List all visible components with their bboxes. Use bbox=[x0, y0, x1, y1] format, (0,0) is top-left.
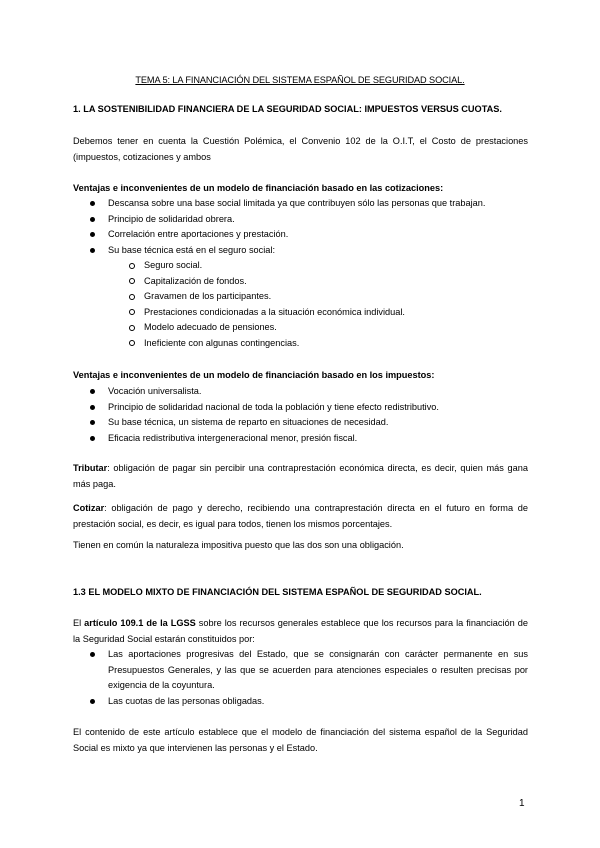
tributar-definition: Tributar: obligación de pagar sin percibir una contraprestación económica directa, es decir, quien más gana más paga. bbox=[73, 463, 528, 489]
cotizar-definition: Cotizar: obligación de pago y derecho, recibiendo una contraprestación directa en el futuro en forma de prestación social, es decir, es igual para todos, tienen los mismos porcentajes. bbox=[73, 503, 528, 529]
intro-paragraph: Debemos tener en cuenta la Cuestión Polémica, el Convenio 102 de la O.I.T, el Costo de prestaciones (impuestos, cotizaciones y ambos bbox=[73, 136, 528, 162]
common-nature-paragraph: Tienen en común la naturaleza impositiva puesto que las dos son una obligación. bbox=[73, 540, 404, 550]
impuestos-list bbox=[73, 384, 533, 446]
list-item: Principio de solidaridad obrera. bbox=[73, 212, 533, 228]
sublist-item: Prestaciones condicionadas a la situación económica individual. bbox=[108, 305, 533, 321]
impuestos-heading: Ventajas e inconvenientes de un modelo de financiación basado en los impuestos: bbox=[73, 370, 435, 380]
list-item: Descansa sobre una base social limitada ya que contribuyen sólo las personas que trabajan. bbox=[73, 196, 533, 212]
list-item: Eficacia redistributiva intergeneracional menor, presión fiscal. bbox=[73, 431, 533, 447]
document-title: TEMA 5: LA FINANCIACIÓN DEL SISTEMA ESPAÑOL DE SEGURIDAD SOCIAL. bbox=[135, 75, 465, 85]
list-item: Las cuotas de las personas obligadas. bbox=[73, 694, 528, 710]
sublist-item: Capitalización de fondos. bbox=[108, 274, 533, 290]
list-item: Su base técnica está en el seguro social: Seguro social. Capitalización de fondos. Gravamen de los participantes. Prestaciones condicionadas a la situación económica individual. Modelo adecuado de pensiones. Ineficiente con algunas contingencias. bbox=[73, 243, 533, 352]
resources-list bbox=[73, 647, 528, 709]
sublist-item: Seguro social. bbox=[108, 258, 533, 274]
list-item: Vocación universalista. bbox=[73, 384, 533, 400]
sublist-item: Gravamen de los participantes. bbox=[108, 289, 533, 305]
cotizar-term: Cotizar bbox=[73, 503, 105, 513]
cotizaciones-list bbox=[73, 196, 533, 351]
tributar-term: Tributar bbox=[73, 463, 108, 473]
sublist-item: Ineficiente con algunas contingencias. bbox=[108, 336, 533, 352]
article-paragraph: El artículo 109.1 de la LGSS sobre los recursos generales establece que los recursos para la financiación de la Seguridad Social estarán constituidos por: bbox=[73, 618, 528, 644]
list-item: Principio de solidaridad nacional de toda la población y tiene efecto redistributivo. bbox=[73, 400, 533, 416]
article-reference: artículo 109.1 de la LGSS bbox=[84, 618, 196, 628]
conclusion-paragraph: El contenido de este artículo establece que el modelo de financiación del sistema español de la Seguridad Social es mixto ya que intervienen las personas y el Estado. bbox=[73, 727, 528, 753]
list-item: Correlación entre aportaciones y prestación. bbox=[73, 227, 533, 243]
cotizaciones-heading: Ventajas e inconvenientes de un modelo de financiación basado en las cotizaciones: bbox=[73, 183, 444, 193]
section-1-heading: 1. LA SOSTENIBILIDAD FINANCIERA DE LA SEGURIDAD SOCIAL: IMPUESTOS VERSUS CUOTAS. bbox=[73, 104, 502, 114]
sublist-item: Modelo adecuado de pensiones. bbox=[108, 320, 533, 336]
list-item: Su base técnica, un sistema de reparto en situaciones de necesidad. bbox=[73, 415, 533, 431]
section-2-heading: 1.3 EL MODELO MIXTO DE FINANCIACIÓN DEL SISTEMA ESPAÑOL DE SEGURIDAD SOCIAL. bbox=[73, 587, 482, 597]
page-number: 1 bbox=[519, 798, 525, 809]
list-item: Las aportaciones progresivas del Estado, que se consignarán con carácter permanente en sus Presupuestos Generales, y las que se acuerden para atenciones especiales o resulten precisas por exigencia de la coyuntura. bbox=[73, 647, 528, 694]
seguro-social-sublist bbox=[108, 258, 533, 351]
